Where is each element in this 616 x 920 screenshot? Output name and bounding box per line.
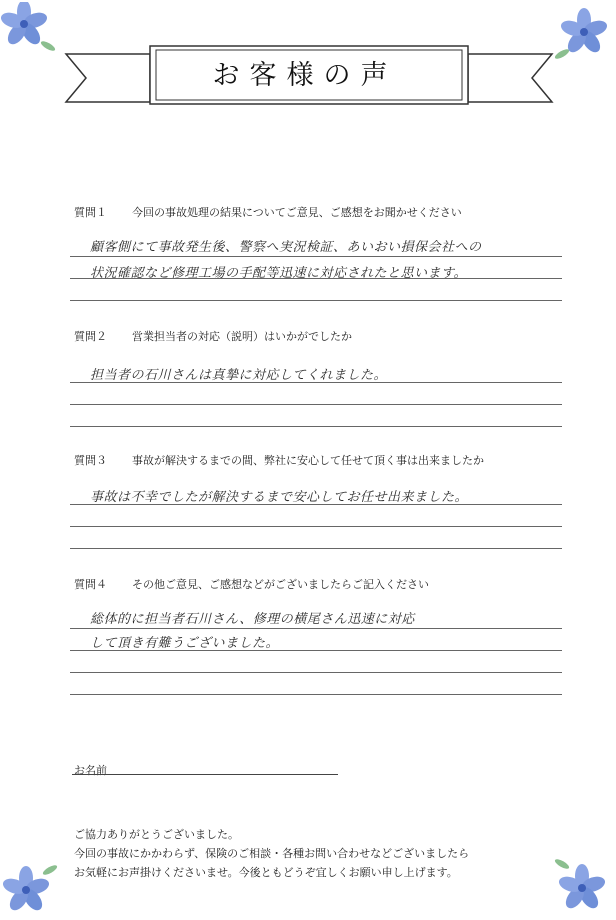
name-field-line [72, 774, 338, 775]
answer-rule [70, 526, 562, 527]
answer-line: 担当者の石川さんは真摯に対応してくれました。 [90, 368, 388, 383]
question-number: 質問４ [74, 578, 107, 591]
answer-rule [70, 672, 562, 673]
answer-line: 顧客側にて事故発生後、警察へ実況検証、あいおい損保会社への [90, 240, 482, 255]
answer-rule [70, 278, 562, 279]
flower-ornament-icon [0, 856, 60, 916]
answer-rule [70, 256, 562, 257]
question-text: 事故が解決するまでの間、弊社に安心して任せて頂く事は出来ましたか [132, 454, 484, 467]
question-number: 質問３ [74, 454, 107, 467]
answer-line: 総体的に担当者石川さん、修理の横尾さん迅速に対応 [90, 612, 415, 627]
answer-rule [70, 426, 562, 427]
answer-rule [70, 300, 562, 301]
footer-thanks: ご協力ありがとうございました。 [74, 828, 239, 841]
flower-ornament-icon [552, 6, 612, 66]
footer-line: 今回の事故にかかわらず、保険のご相談・各種お問い合わせなどございましたら [74, 847, 470, 860]
question-2 [74, 328, 352, 344]
question-text: 今回の事故処理の結果についてご意見、ご感想をお聞かせください [132, 206, 462, 219]
question-3 [74, 452, 484, 468]
question-1 [74, 204, 462, 220]
answer-rule [70, 650, 562, 651]
answer-rule [70, 694, 562, 695]
answer-rule [70, 548, 562, 549]
answer-line: 事故は不幸でしたが解決するまで安心してお任せ出来ました。 [90, 490, 469, 505]
flower-ornament-icon [552, 852, 612, 912]
answer-line: 状況確認など修理工場の手配等迅速に対応されたと思います。 [90, 266, 467, 281]
footer-line: お気軽にお声掛けくださいませ。今後ともどうぞ宜しくお願い申し上げます。 [74, 866, 458, 879]
question-number: 質問１ [74, 206, 107, 219]
answer-rule [70, 628, 562, 629]
question-number: 質問２ [74, 330, 107, 343]
answer-rule [70, 382, 562, 383]
question-text: 営業担当者の対応（説明）はいかがでしたか [132, 330, 352, 343]
answer-rule [70, 504, 562, 505]
flower-ornament-icon [0, 2, 60, 62]
name-label: お名前 [74, 764, 107, 777]
page-title: お客様の声 [212, 59, 398, 91]
answer-rule [70, 404, 562, 405]
answer-line: して頂き有難うございました。 [90, 636, 280, 651]
question-4 [74, 576, 429, 592]
question-text: その他ご意見、ご感想などがございましたらご記入ください [132, 578, 429, 591]
